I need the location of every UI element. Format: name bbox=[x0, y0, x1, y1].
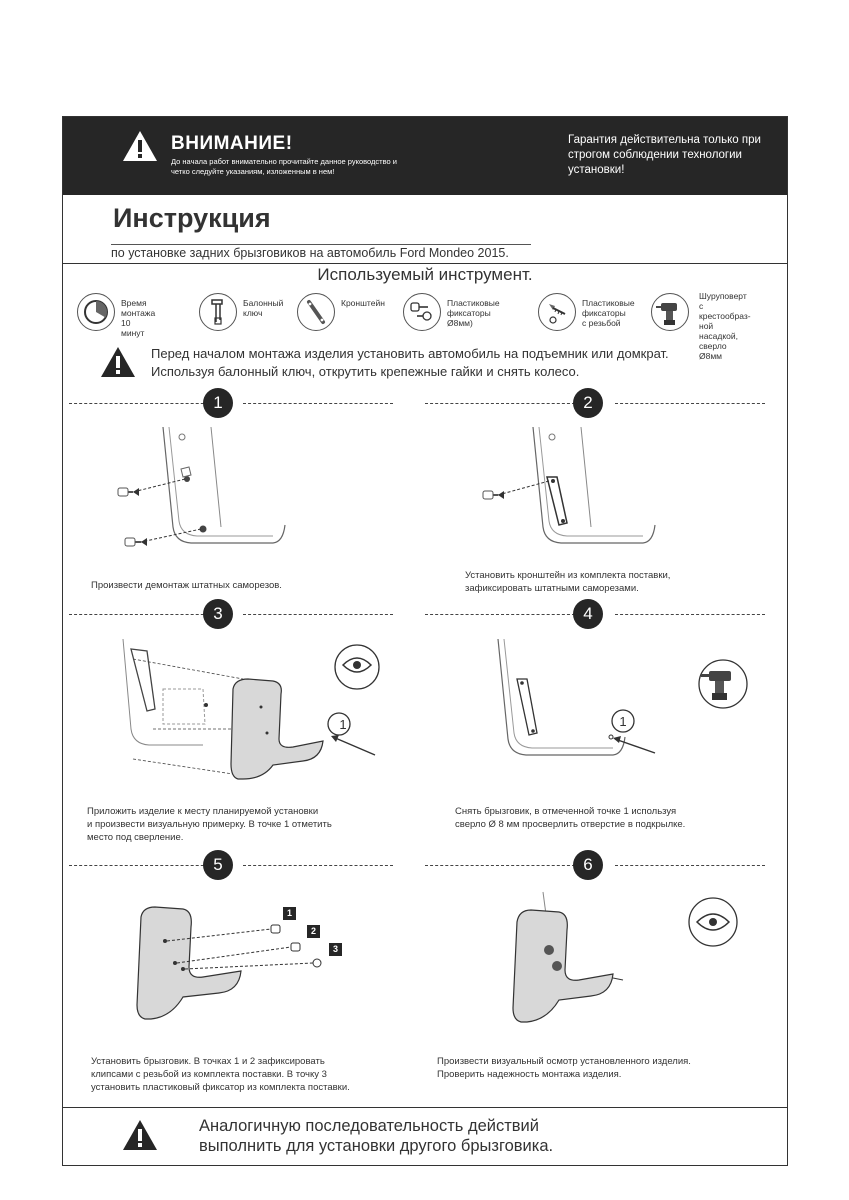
instruction-sheet bbox=[62, 116, 788, 1166]
step-2-caption: Установить кронштейн из комплекта поставки, зафиксировать штатными саморезами. bbox=[465, 570, 671, 594]
tool-label: Балонный ключ bbox=[243, 298, 284, 318]
step-4-illustration bbox=[463, 629, 753, 779]
divider bbox=[69, 865, 219, 866]
plastic-clip-icon bbox=[403, 293, 441, 331]
bracket-icon bbox=[297, 293, 335, 331]
warning-subtitle: До начала работ внимательно прочитайте данное руководство и четко следуйте указаниям, изложенным в нем! bbox=[171, 157, 397, 176]
final-notice-text: Аналогичную последовательность действий выполнить для установки другого брызговика. bbox=[199, 1117, 554, 1155]
point-badge-3: 3 bbox=[329, 943, 342, 956]
divider bbox=[243, 614, 393, 615]
divider bbox=[69, 403, 219, 404]
title-section bbox=[63, 195, 787, 264]
step-number-3: 3 bbox=[203, 599, 233, 629]
warning-icon bbox=[121, 129, 159, 163]
threaded-clip-icon bbox=[538, 293, 576, 331]
warning-icon bbox=[121, 1118, 159, 1152]
tool-label: Пластиковые фиксаторы Ø8мм) bbox=[447, 298, 500, 328]
step-6-caption: Произвести визуальный осмотр установленного изделия. Проверить надежность монтажа изделия. bbox=[437, 1056, 691, 1080]
title-underline bbox=[111, 244, 531, 245]
page-title: Инструкция bbox=[113, 203, 271, 233]
tool-label: Пластиковые фиксаторы с резьбой bbox=[582, 298, 635, 328]
page-subtitle: по установке задних брызговиков на автомобиль Ford Mondeo 2015. bbox=[111, 246, 509, 260]
divider bbox=[615, 865, 765, 866]
step-1-caption: Произвести демонтаж штатных саморезов. bbox=[91, 580, 282, 591]
tools-title: Используемый инструмент. bbox=[317, 265, 533, 284]
warning-title: ВНИМАНИЕ! bbox=[171, 133, 293, 154]
step-number-2: 2 bbox=[573, 388, 603, 418]
step-5-caption: Установить брызговик. В точках 1 и 2 зафиксировать клипсами с резьбой из комплекта поставки. В точку 3 установить пластиковый фиксатор из комплекта поставки. bbox=[91, 1056, 350, 1093]
step-2-illustration bbox=[463, 417, 723, 567]
step-1-illustration bbox=[103, 417, 363, 567]
clock-icon bbox=[77, 293, 115, 331]
step-number-4: 4 bbox=[573, 599, 603, 629]
point-badge-2: 2 bbox=[307, 925, 320, 938]
divider bbox=[243, 865, 393, 866]
divider bbox=[243, 403, 393, 404]
tool-label: Время монтажа 10 минут bbox=[121, 298, 156, 338]
step-number-6: 6 bbox=[573, 850, 603, 880]
point-marker-1: 1 bbox=[619, 714, 627, 729]
guarantee-note: Гарантия действительна только при строгом соблюдении технологии установки! bbox=[568, 134, 761, 176]
warning-icon bbox=[99, 345, 137, 379]
step-5-illustration bbox=[123, 887, 383, 1037]
divider bbox=[425, 865, 575, 866]
tool-label: Кронштейн bbox=[341, 298, 385, 308]
pre-install-notice bbox=[99, 345, 759, 387]
divider bbox=[615, 403, 765, 404]
pre-install-text: Перед началом монтажа изделия установить автомобиль на подъемник или домкрат. Используя балонный ключ, открутить крепежные гайки и снять колесо. bbox=[151, 346, 669, 379]
step-number-5: 5 bbox=[203, 850, 233, 880]
final-notice bbox=[63, 1107, 787, 1168]
divider bbox=[425, 403, 575, 404]
drill-icon bbox=[651, 293, 689, 331]
step-3-caption: Приложить изделие к месту планируемой установки и произвести визуальную примерку. В точке 1 отметить место под сверление. bbox=[87, 806, 332, 843]
tool-label: Шуруповерт с крестообраз- ной насадкой, сверло Ø8мм bbox=[699, 291, 751, 361]
warning-banner bbox=[63, 117, 787, 195]
point-marker-1: 1 bbox=[339, 717, 347, 732]
divider bbox=[425, 614, 575, 615]
divider bbox=[615, 614, 765, 615]
wrench-icon bbox=[199, 293, 237, 331]
step-3-illustration bbox=[103, 629, 403, 794]
point-badge-1: 1 bbox=[283, 907, 296, 920]
step-number-1: 1 bbox=[203, 388, 233, 418]
divider bbox=[69, 614, 219, 615]
step-4-caption: Снять брызговик, в отмеченной точке 1 используя сверло Ø 8 мм просверлить отверстие в подкрылке. bbox=[455, 806, 686, 830]
step-6-illustration bbox=[503, 882, 763, 1042]
